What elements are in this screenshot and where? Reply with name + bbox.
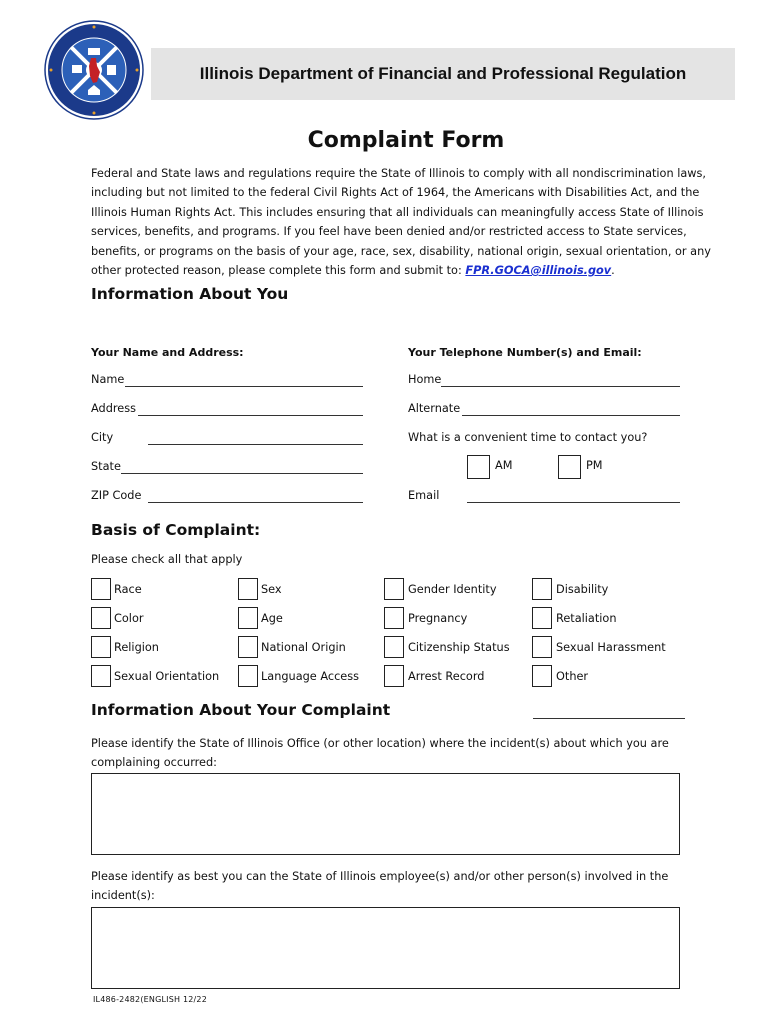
basis-instruction: Please check all that apply [91,553,243,566]
basis-label-color: Color [114,612,144,625]
basis-checkbox-sexual-orientation[interactable] [91,665,111,687]
basis-checkbox-national-origin[interactable] [238,636,258,658]
basis-label-sexual-orientation: Sexual Orientation [114,670,220,683]
intro-paragraph [91,164,731,280]
basis-checkbox-pregnancy[interactable] [384,607,404,629]
am-checkbox[interactable] [467,455,490,479]
basis-label-retaliation: Retaliation [556,612,617,625]
phone-email-heading: Your Telephone Number(s) and Email: [408,346,642,359]
pm-checkbox[interactable] [558,455,581,479]
email-field[interactable] [467,502,680,503]
basis-label-arrest-record: Arrest Record [408,670,485,683]
section-heading-complaint-info: Information About Your Complaint [91,701,391,719]
persons-involved-textarea[interactable] [91,907,680,989]
basis-label-disability: Disability [556,583,609,596]
home-phone-field[interactable] [441,386,680,387]
basis-checkbox-disability[interactable] [532,578,552,600]
zip-field[interactable] [148,502,363,503]
basis-checkbox-age[interactable] [238,607,258,629]
other-basis-field[interactable] [533,718,685,719]
section-heading-about-you: Information About You [91,285,289,303]
basis-checkbox-race[interactable] [91,578,111,600]
basis-label-national-origin: National Origin [261,641,346,654]
basis-label-other: Other [556,670,589,683]
basis-label-race: Race [114,583,142,596]
city-field[interactable] [148,444,363,445]
office-question: Please identify the State of Illinois Office (or other location) where the incident(s) about which you are complaining occurred: [91,737,669,769]
pm-label: PM [586,459,603,472]
basis-label-sexual-harassment: Sexual Harassment [556,641,666,654]
am-label: AM [495,459,513,472]
basis-checkbox-retaliation[interactable] [532,607,552,629]
basis-checkbox-sexual-harassment[interactable] [532,636,552,658]
intro-text: Federal and State laws and regulations require the State of Illinois to comply with all nondiscrimination laws, including but not limited to the federal Civil Rights Act of 1964, the Americans with Disabilities Act, and the Illinois Human Rights Act. This includes ensuring that all individuals can meaningfully access State of Illinois services, benefits, and programs. If you feel have been denied and/or restricted access to State services, benefits, or programs on the basis of your age, race, sex, disability, national origin, sexual orientation, or any other protected reason, please complete this form and submit to: [91,167,711,278]
submit-email-link[interactable]: FPR.GOCA@illinois.gov [465,264,612,278]
email-label: Email [408,489,440,502]
basis-checkbox-religion[interactable] [91,636,111,658]
contact-time-question: What is a convenient time to contact you? [408,431,648,444]
zip-label: ZIP Code [91,489,142,502]
address-label: Address [91,402,136,415]
basis-label-citizenship-status: Citizenship Status [408,641,510,654]
state-field[interactable] [121,473,363,474]
basis-checkbox-language-access[interactable] [238,665,258,687]
basis-label-language-access: Language Access [261,670,360,683]
basis-checkbox-sex[interactable] [238,578,258,600]
section-heading-basis: Basis of Complaint: [91,521,261,539]
home-phone-label: Home [408,373,442,386]
alternate-phone-label: Alternate [408,402,461,415]
basis-checkbox-citizenship-status[interactable] [384,636,404,658]
department-seal-logo [44,20,144,120]
basis-label-pregnancy: Pregnancy [408,612,468,625]
form-title: Complaint Form [307,128,505,153]
name-label: Name [91,373,125,386]
basis-checkbox-gender-identity[interactable] [384,578,404,600]
state-label: State [91,460,121,473]
city-label: City [91,431,114,444]
basis-checkbox-color[interactable] [91,607,111,629]
name-field[interactable] [125,386,363,387]
form-code: IL486-2482(ENGLISH 12/22 [93,995,207,1004]
persons-question: Please identify as best you can the State of Illinois employee(s) and/or other person(s) involved in the incident(s): [91,870,669,902]
basis-label-age: Age [261,612,283,625]
basis-checkbox-arrest-record[interactable] [384,665,404,687]
intro-end: . [611,264,615,278]
office-location-textarea[interactable] [91,773,680,855]
basis-label-gender-identity: Gender Identity [408,583,497,596]
alternate-phone-field[interactable] [462,415,680,416]
basis-label-religion: Religion [114,641,159,654]
basis-checkbox-other[interactable] [532,665,552,687]
address-field[interactable] [138,415,363,416]
agency-name: Illinois Department of Financial and Professional Regulation [199,64,687,83]
basis-label-sex: Sex [261,583,282,596]
name-address-heading: Your Name and Address: [91,346,244,359]
